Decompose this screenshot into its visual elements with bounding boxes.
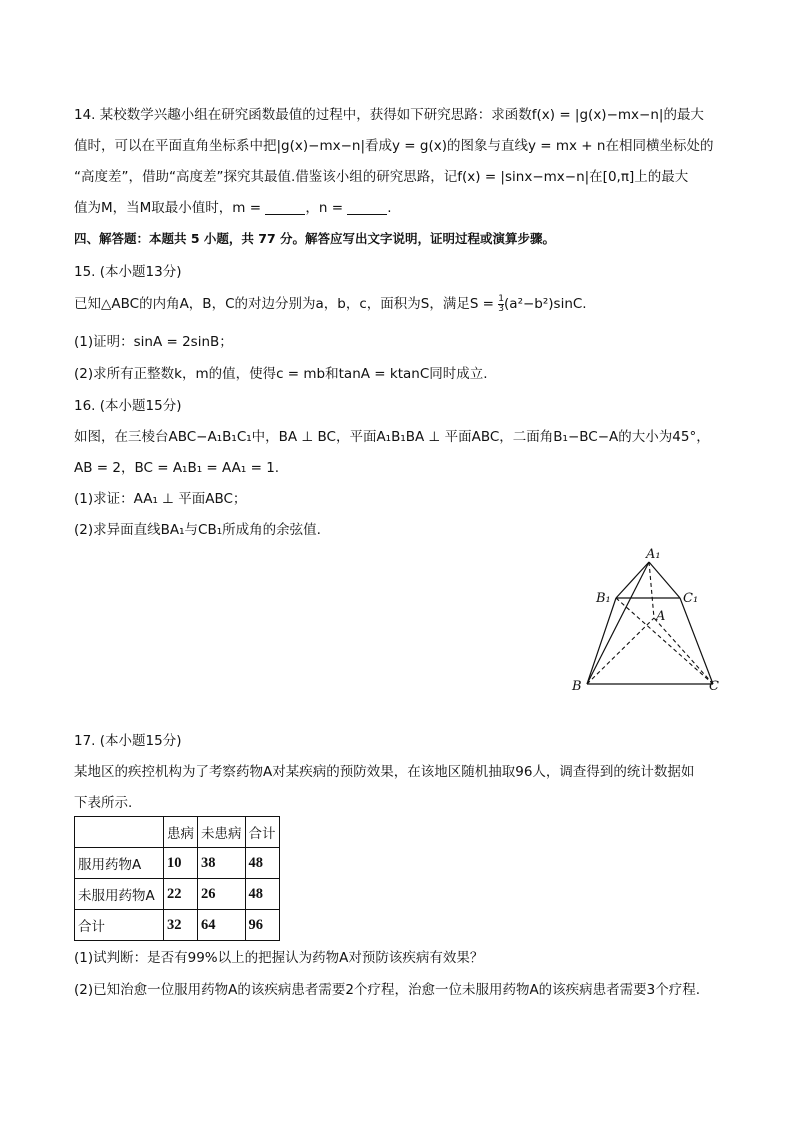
label-A1: A₁ [646, 547, 661, 562]
q17-header: 17. (本小题15分) [74, 733, 182, 749]
table-header-row [75, 817, 280, 848]
q15-stem [74, 292, 587, 314]
table-header-cell [75, 817, 164, 848]
q14-line-1: 14. 某校数学兴趣小组在研究函数最值的过程中，获得如下研究思路：求函数f(x) = |g(x)−mx−n|的最大 [74, 107, 704, 123]
edge-BA1 [587, 562, 649, 684]
q17-line-1: 某地区的疾控机构为了考察药物A对某疾病的预防效果，在该地区随机抽取96人，调查得到的统计数据如 [74, 764, 695, 780]
edge-C1A1 [649, 562, 680, 598]
q14-line-2: 值时，可以在平面直角坐标系中把|g(x)−mx−n|看成y = g(x)的图象与直线y = mx + n在相同横坐标处的 [74, 138, 714, 154]
fraction-numerator: 1 [498, 293, 505, 304]
q17-part-1: (1)试判断：是否有99%以上的把握认为药物A对预防该疾病有效果？ [74, 950, 484, 966]
q16-line-2: AB = 2，BC = A₁B₁ = AA₁ = 1. [74, 460, 280, 476]
q14-line-4-text-c: . [387, 200, 392, 216]
table-cell: 48 [245, 848, 279, 879]
q14-line-3: “高度差”，借助“高度差”探究其最值.借鉴该小组的研究思路，记f(x) = |sinx−mx−n|在[0,π]上的最大 [74, 169, 689, 185]
answer-blank-m [265, 200, 305, 215]
table-cell: 22 [164, 879, 198, 910]
answer-blank-n [347, 200, 387, 215]
edge-BA-hidden [587, 618, 654, 684]
label-B1: B₁ [596, 591, 611, 606]
statistics-table [74, 816, 280, 941]
table-row [75, 848, 280, 879]
table-cell: 10 [164, 848, 198, 879]
label-A: A [656, 609, 666, 624]
edge-B1A1 [616, 562, 649, 598]
q15-stem-b: (a²−b²)sinC. [504, 296, 587, 312]
q15-stem-a: 已知△ABC的内角A，B，C的对边分别为a，b，c，面积为S，满足S = [74, 296, 499, 312]
table-cell: 96 [245, 910, 279, 941]
q16-header: 16. (本小题15分) [74, 398, 182, 414]
label-B: B [572, 679, 582, 694]
table-cell: 38 [198, 848, 246, 879]
table-cell: 32 [164, 910, 198, 941]
table-header-cell: 患病 [164, 817, 198, 848]
table-cell: 服用药物A [75, 848, 164, 879]
table-cell: 48 [245, 879, 279, 910]
q15-header: 15. (本小题13分) [74, 264, 182, 280]
q14-line-4-text-b: ，n = [305, 200, 348, 216]
section-heading: 四、解答题：本题共 5 小题，共 77 分。解答应写出文字说明，证明过程或演算步骤。 [74, 231, 556, 246]
table-row [75, 910, 280, 941]
table-cell: 合计 [75, 910, 164, 941]
table-cell: 未服用药物A [75, 879, 164, 910]
fraction-denominator: 3 [498, 303, 505, 314]
table-header-cell: 未患病 [198, 817, 246, 848]
q16-part-1: (1)求证：AA₁ ⊥ 平面ABC； [74, 491, 247, 507]
table-cell: 26 [198, 879, 246, 910]
q17-line-2: 下表所示. [74, 795, 133, 811]
q16-part-2: (2)求异面直线BA₁与CB₁所成角的余弦值. [74, 522, 321, 538]
edge-A1A-hidden [649, 562, 654, 618]
q14-line-4 [74, 196, 392, 216]
edge-CC1 [680, 598, 713, 684]
edge-CA-hidden [654, 618, 713, 684]
q15-part-2: (2)求所有正整数k，m的值，使得c = mb和tanA = ktanC同时成立. [74, 366, 488, 382]
q16-line-1: 如图，在三棱台ABC−A₁B₁C₁中，BA ⊥ BC，平面A₁B₁BA ⊥ 平面ABC，二面角B₁−BC−A的大小为45°， [74, 429, 710, 445]
q17-part-2: (2)已知治愈一位服用药物A的该疾病患者需要2个疗程，治愈一位未服用药物A的该疾病患者需要3个疗程. [74, 982, 701, 998]
label-C: C [709, 679, 719, 694]
edge-BB1 [587, 598, 616, 684]
label-C1: C₁ [683, 591, 699, 606]
table-header-cell: 合计 [245, 817, 279, 848]
frustum-figure [560, 540, 730, 700]
table-row [75, 879, 280, 910]
q15-part-1: (1)证明：sinA = 2sinB； [74, 334, 233, 350]
table-cell: 64 [198, 910, 246, 941]
q14-line-4-text-a: 值为M，当M取最小值时，m = [74, 200, 266, 216]
